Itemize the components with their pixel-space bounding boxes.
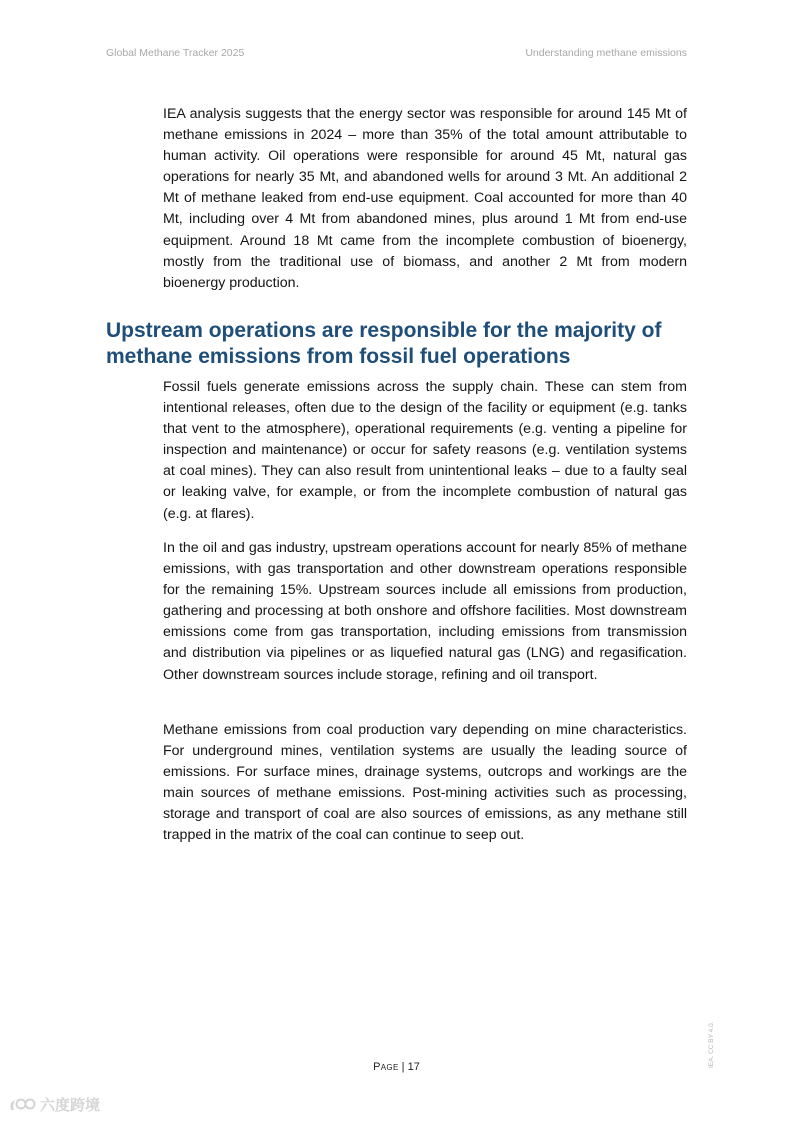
running-header-title: Global Methane Tracker 2025	[106, 47, 245, 59]
paragraph-oil-gas: In the oil and gas industry, upstream operations account for nearly 85% of methane emissions, with gas transportation and other downstream operations responsible for the remaining 15%. Upstream sources include all emissions from production, gathering and processing at both onshore and offshore facilities. Most downstream emissions come from gas transportation, including emissions from transmission and distribution via pipelines or as liquefied natural gas (LNG) and regasification. Other downstream sources include storage, refining and oil transport.	[163, 540, 687, 683]
running-header-section: Understanding methane emissions	[525, 47, 687, 59]
section-heading: Upstream operations are responsible for the majority of methane emissions from fossil fuel operations	[106, 319, 662, 368]
page-number: 17	[407, 1061, 420, 1073]
page-footer	[0, 1061, 793, 1073]
page-separator: |	[401, 1061, 405, 1073]
watermark	[8, 1094, 100, 1115]
paragraph-coal: Methane emissions from coal production vary depending on mine characteristics. For underground mines, ventilation systems are usually the leading source of emissions. For surface mines, drainage systems, outcrops and workings are the main sources of methane emissions. Post-mining activities such as processing, storage and transport of coal are also sources of emissions, as any methane still trapped in the matrix of the coal can continue to seep out.	[163, 722, 687, 844]
watermark-logo-icon	[8, 1096, 36, 1114]
page-label: Page	[373, 1061, 399, 1073]
paragraph-energy-sector: IEA analysis suggests that the energy sector was responsible for around 145 Mt of methane emissions in 2024 – more than 35% of the total amount attributable to human activity. Oil operations were responsible for around 45 Mt, natural gas operations for nearly 35 Mt, and abandoned wells for around 3 Mt. An additional 2 Mt of methane leaked from end-use equipment. Coal accounted for more than 40 Mt, including over 4 Mt from abandoned mines, plus around 1 Mt from end-use equipment. Around 18 Mt came from the incomplete combustion of bioenergy, mostly from the traditional use of biomass, and another 2 Mt from modern bioenergy production.	[163, 106, 687, 291]
paragraph-fossil-fuels: Fossil fuels generate emissions across the supply chain. These can stem from intentional releases, often due to the design of the facility or equipment (e.g. tanks that vent to the atmosphere), operational requirements (e.g. venting a pipeline for inspection and maintenance) or occur for safety reasons (e.g. ventilation systems at coal mines). They can also result from unintentional leaks – due to a faulty seal or leaking valve, for example, or from the incomplete combustion of natural gas (e.g. at flares).	[163, 379, 687, 522]
watermark-text: 六度跨境	[40, 1097, 101, 1114]
license-note: IEA. CC BY 4.0.	[708, 1021, 715, 1068]
